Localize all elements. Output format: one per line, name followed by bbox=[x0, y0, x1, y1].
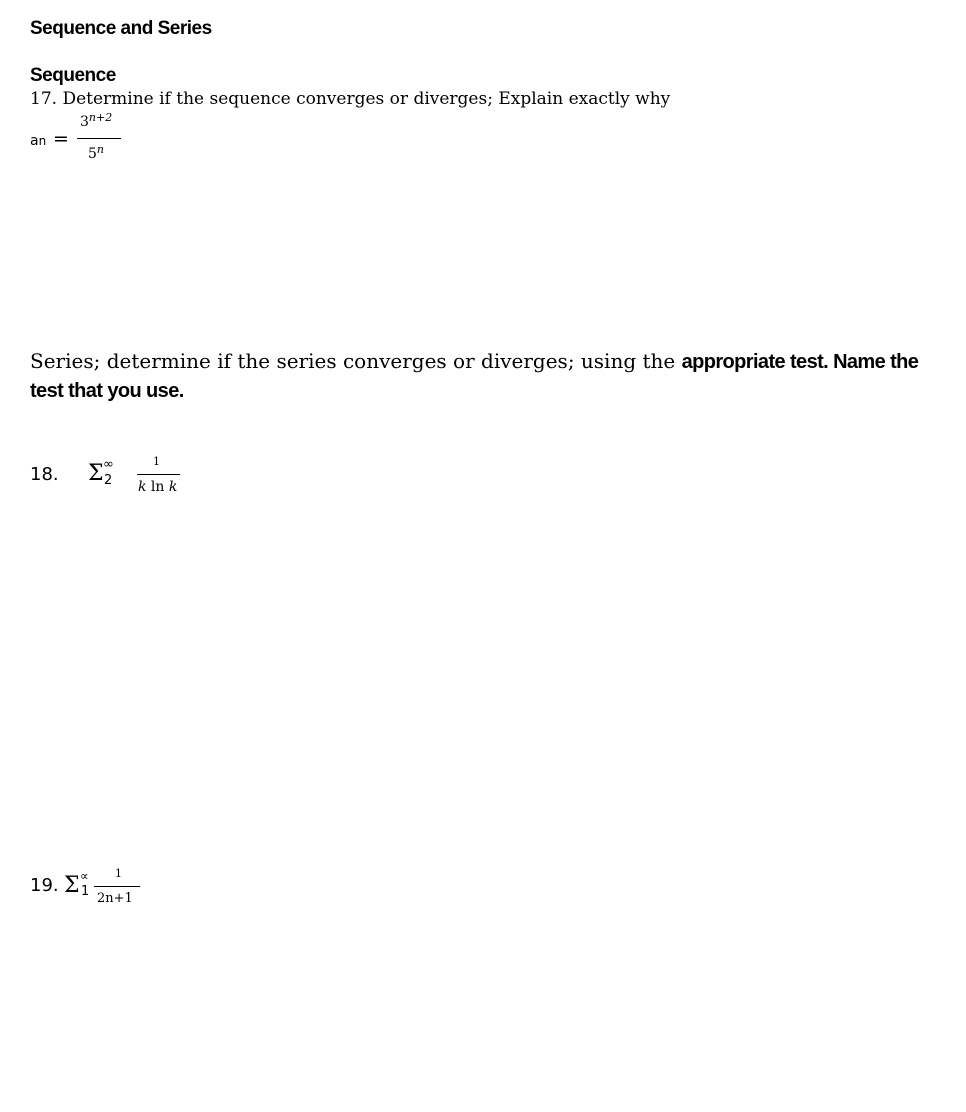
fraction-bar bbox=[77, 138, 121, 139]
summation-upper-limit: ∝ bbox=[80, 869, 89, 883]
denominator-base: 5 bbox=[88, 146, 97, 162]
summation-sigma: Σ bbox=[64, 873, 80, 898]
series-heading-text: Series; determine if the series converges or diverges; using the bbox=[30, 349, 682, 373]
summation-lower-limit: 2 bbox=[104, 473, 113, 488]
denominator-k: k bbox=[138, 479, 147, 495]
denominator-ln: ln bbox=[146, 479, 169, 495]
numerator-base: 3 bbox=[80, 114, 89, 130]
problem-17-text: 17. Determine if the sequence converges or diverges; Explain exactly why bbox=[30, 89, 671, 109]
problem-18-denominator bbox=[138, 479, 177, 495]
series-heading-bold: appropriate test. Name the test that you use. bbox=[30, 351, 919, 402]
sequence-heading: Sequence bbox=[30, 65, 116, 86]
formula-numerator bbox=[80, 111, 112, 130]
fraction-bar bbox=[94, 886, 140, 887]
denominator-exponent: n bbox=[96, 143, 105, 156]
sequence-term-label bbox=[30, 133, 46, 149]
page-title: Sequence and Series bbox=[30, 18, 212, 39]
series-heading bbox=[30, 347, 940, 405]
summation-sigma: Σ bbox=[88, 461, 104, 486]
equals-sign: = bbox=[53, 128, 69, 150]
summation-lower-limit: 1 bbox=[81, 884, 90, 899]
sequence-term-subscript: n bbox=[38, 134, 47, 148]
denominator-k: k bbox=[168, 479, 178, 495]
problem-19-numerator: 1 bbox=[115, 867, 122, 880]
formula-denominator bbox=[88, 143, 104, 162]
problem-19-number: 19. bbox=[30, 875, 59, 896]
problem-19-denominator: 2n+1 bbox=[97, 891, 133, 906]
numerator-exponent: n+2 bbox=[88, 111, 113, 124]
problem-18-number: 18. bbox=[30, 464, 59, 485]
summation-upper-limit: ∞ bbox=[103, 457, 114, 472]
sequence-term-base: a bbox=[30, 133, 39, 149]
fraction-bar bbox=[137, 474, 180, 475]
problem-18-numerator: 1 bbox=[153, 455, 160, 468]
